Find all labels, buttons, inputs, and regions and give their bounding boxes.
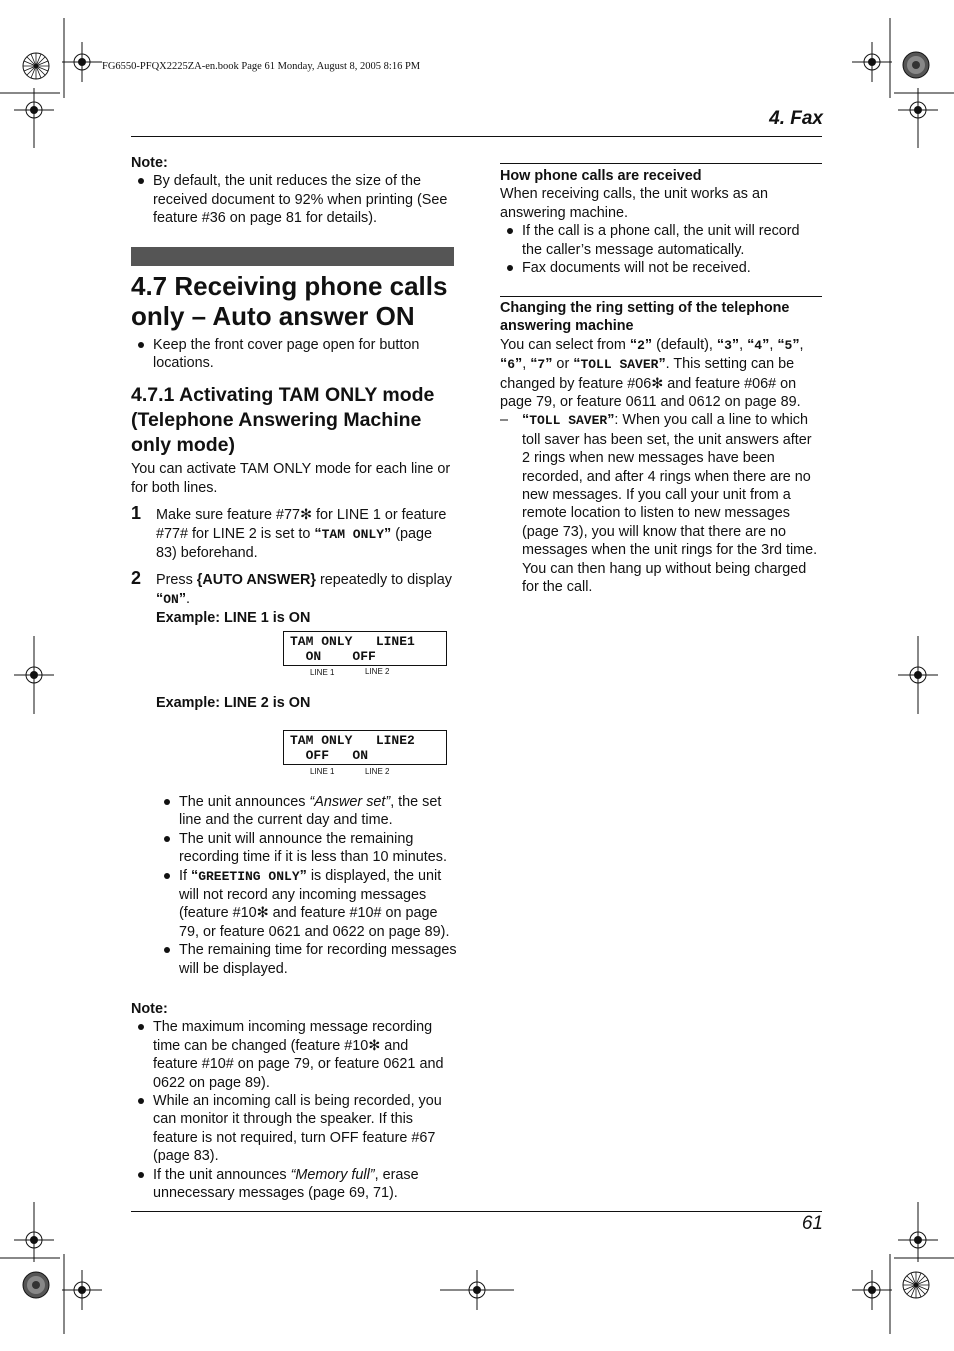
step-1: 1 Make sure feature #77✻ for LINE 1 or feature #77# for LINE 2 is set to “TAM ONLY” (page 83) beforehand. xyxy=(131,503,447,562)
right-column xyxy=(500,167,822,277)
lcd-line2-label: LINE 2 xyxy=(365,767,390,776)
lcd-row: ON OFF xyxy=(290,649,376,664)
lcd-row: TAM ONLY LINE2 xyxy=(290,733,415,748)
how-calls-received-title: How phone calls are received xyxy=(500,168,702,184)
lcd-line1-label: LINE 1 xyxy=(310,668,335,677)
step-bullet: The unit will announce the remaining recording time if it is less than 10 minutes. xyxy=(157,830,457,867)
header-rule xyxy=(131,136,822,137)
note-item: If the unit announces “Memory full”, erase unnecessary messages (page 69, 71). xyxy=(131,1166,456,1203)
lcd-line2-label: LINE 2 xyxy=(365,667,390,676)
asterisk-key-icon: ✻ xyxy=(300,507,313,524)
lcd-display-example-2 xyxy=(283,730,447,765)
step-text: repeatedly to display xyxy=(315,572,452,589)
note-2 xyxy=(131,1000,456,1202)
display-code: ON xyxy=(163,591,179,607)
asterisk-key-icon: ✻ xyxy=(256,905,269,922)
ring-setting-title: Changing the ring setting of the telephone answering machine xyxy=(500,300,790,335)
lcd-display-example-1 xyxy=(283,631,447,666)
how-intro: When receiving calls, the unit works as an answering machine. xyxy=(500,186,768,221)
toll-saver-item: – “TOLL SAVER”: When you call a line to which toll saver has been set, the unit answers after 2 rings when new messages have been recorded, and after 4 rings when there are no new messages. If you call your unit from a remote location to listen to new messages (page 73), you will know that there are no messages when the unit rings for the 3rd time. You can then hang up without being charged for the call. xyxy=(500,411,822,596)
step-number: 1 xyxy=(131,503,142,524)
step-text: . xyxy=(186,590,191,607)
how-bullet: If the call is a phone call, the unit will record the caller’s message automatically. xyxy=(500,222,822,259)
section-title: 4.7 Receiving phone calls only – Auto answer ON xyxy=(131,270,448,331)
section-bar xyxy=(131,247,454,266)
step-bullets xyxy=(157,793,457,978)
display-code: TAM ONLY xyxy=(321,526,385,542)
note-1 xyxy=(131,154,454,228)
right-section-rule-2 xyxy=(500,296,822,297)
step-bullet: The unit announces “Answer set”, the set line and the current day and time. xyxy=(157,793,457,830)
step-text: for LINE 1 or feature #77# for LINE 2 is set to xyxy=(156,507,447,542)
note-label: Note: xyxy=(131,1001,168,1017)
step-bullet: The remaining time for recording messages will be displayed. xyxy=(157,941,457,978)
note-label: Note: xyxy=(131,155,168,171)
lcd-line1-label: LINE 1 xyxy=(310,767,335,776)
running-head: 4. Fax xyxy=(769,108,823,129)
step-text: Make sure feature #77 xyxy=(156,507,300,524)
ring-setting-section xyxy=(500,299,822,597)
print-header: FG6550-PFQX2225ZA-en.book Page 61 Monday, August 8, 2005 8:16 PM xyxy=(102,61,421,72)
example-2-label: Example: LINE 2 is ON xyxy=(156,695,311,711)
footer-rule xyxy=(131,1211,822,1212)
note-item: The maximum incoming message recording time can be changed (feature #10✻ and feature #10# on page 79, or feature 0621 and 0622 on page 89). xyxy=(131,1018,456,1092)
how-bullet: Fax documents will not be received. xyxy=(500,259,822,277)
auto-answer-button-label: AUTO ANSWER xyxy=(202,572,311,589)
step-2: 2 Press {AUTO ANSWER} repeatedly to display “ON”. Example: LINE 1 is ON xyxy=(131,571,454,627)
note-item: By default, the unit reduces the size of the received document to 92% when printing (See feature #36 on page 81 for details). xyxy=(131,172,454,227)
asterisk-key-icon: ✻ xyxy=(368,1037,381,1054)
display-code: GREETING ONLY xyxy=(198,868,300,884)
asterisk-key-icon: ✻ xyxy=(651,375,664,392)
step-text: Press xyxy=(156,572,197,589)
intro-text: You can activate TAM ONLY mode for each line or for both lines. xyxy=(131,461,451,496)
step-text: (page 83) beforehand. xyxy=(156,525,433,562)
page-number: 61 xyxy=(801,1213,823,1234)
note-item: While an incoming call is being recorded, you can monitor it through the speaker. If this feature is not required, turn OFF feature #67 (page 83). xyxy=(131,1092,456,1166)
subsection-title: 4.7.1 Activating TAM ONLY mode (Telephone Answering Machine only mode) xyxy=(131,384,435,457)
lcd-row: OFF ON xyxy=(290,748,369,763)
section-bullet: Keep the front cover page open for button locations. xyxy=(131,336,454,373)
example-1-label: Example: LINE 1 is ON xyxy=(156,610,311,627)
ring-setting-text: You can select from “2” (default), “3”, “4”, “5”, “6”, “7” or “TOLL SAVER”. This setting can be changed by feature #06✻ and feature #06# on page 79, or feature 0611 and 0612 on page 89. xyxy=(500,336,804,411)
step-bullet: If “GREETING ONLY” is displayed, the unit will not record any incoming messages (feature #10✻ and feature #10# on page 79, or feature 0621 and 0622 on page 89). xyxy=(157,867,457,942)
right-section-rule-1 xyxy=(500,163,822,164)
left-column xyxy=(131,154,454,628)
lcd-row: TAM ONLY LINE1 xyxy=(290,634,415,649)
step-number: 2 xyxy=(131,568,142,589)
